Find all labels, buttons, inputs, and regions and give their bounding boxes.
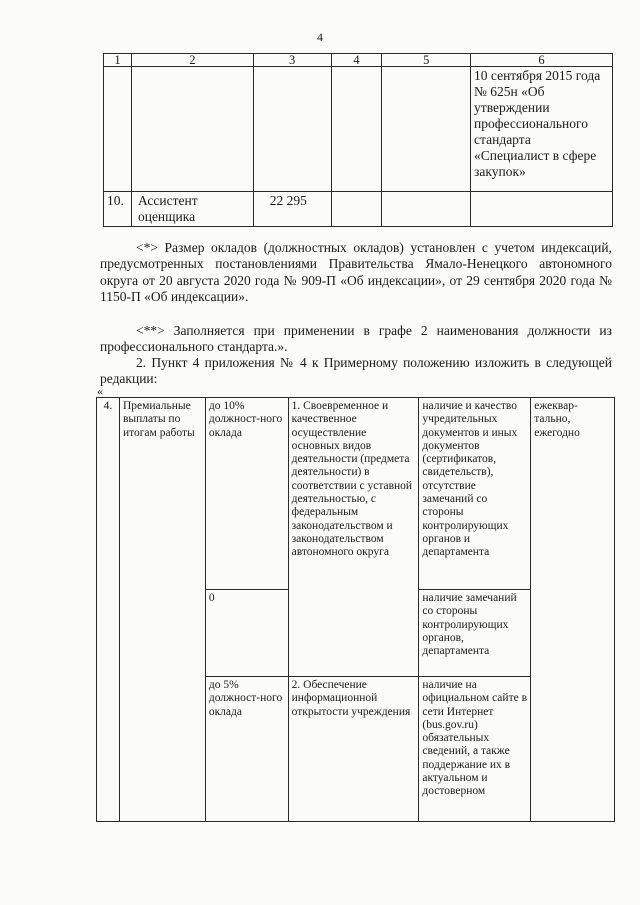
bonus-size: до 10% должност-ного оклада: [205, 398, 288, 590]
row-number: 4.: [97, 398, 120, 822]
page-number: 4: [317, 30, 323, 44]
condition: наличие замечаний со стороны контролирующих органов, департамента: [419, 590, 531, 677]
payment-type: Премиальные выплаты по итогам работы: [119, 398, 205, 822]
criterion: 2. Обеспечение информационной открытости учреждения: [288, 677, 419, 822]
table-header-row: [104, 54, 613, 67]
salary-value: 22 295: [253, 192, 331, 227]
header-cell: 3: [253, 54, 331, 67]
table-row: [104, 67, 613, 192]
position-name: Ассистент оценщика: [131, 192, 253, 227]
header-cell: 4: [331, 54, 382, 67]
condition: наличие на официальном сайте в сети Интернет (bus.gov.ru) обязательных сведений, а также поддержание их в актуальном и достоверном: [419, 677, 531, 822]
bonus-table: [96, 397, 615, 822]
criterion: 1. Своевременное и качественное осуществление основных видов деятельности (предмета деятельности) в соответствии с уставной деятельностью, с федеральным законодательством и законодательством автономного округа: [288, 398, 419, 677]
opening-quote: «: [97, 384, 103, 398]
header-cell: 5: [382, 54, 471, 67]
footnote-indexation: <*> Размер окладов (должностных окладов) установлен с учетом индексаций, предусмотренных постановлениями Правительства Ямало-Ненецкого автономного округа от 20 августа 2020 года № 909-П «Об индексации», от 29 сентября 2020 года № 1150-П «Об индексации».: [100, 240, 612, 305]
table-row: [97, 398, 615, 590]
header-cell: 2: [131, 54, 253, 67]
payment-period: ежеквар-тально, ежегодно: [531, 398, 615, 822]
bonus-size: 0: [205, 590, 288, 677]
table-row: [104, 192, 613, 227]
condition: наличие и качество учредительных документов и иных документов (сертификатов, свидетельств), отсутствие замечаний со стороны контролирующих органов и департамента: [419, 398, 531, 590]
header-cell: 6: [471, 54, 613, 67]
row-number: 10.: [104, 192, 132, 227]
bonus-size: до 5% должност-ного оклада: [205, 677, 288, 822]
standard-reference-cell: 10 сентября 2015 года № 625н «Об утверждении профессионального стандарта «Специалист в сфере закупок»: [471, 67, 613, 192]
salary-table: [103, 53, 613, 227]
header-cell: 1: [104, 54, 132, 67]
footnote-standard: <**> Заполняется при применении в графе 2 наименования должности из профессионального стандарта.».: [100, 323, 612, 355]
amendment-paragraph: 2. Пункт 4 приложения № 4 к Примерному положению изложить в следующей редакции:: [100, 355, 612, 387]
